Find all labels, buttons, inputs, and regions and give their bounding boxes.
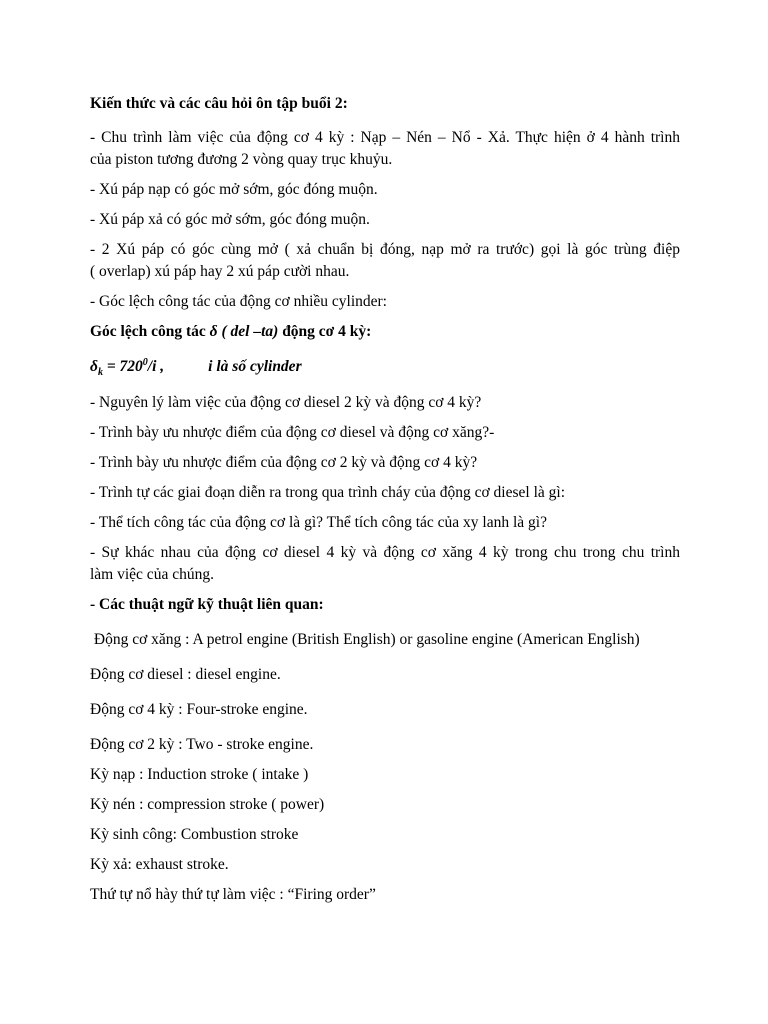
formula-heading-italic: δ ( del –ta)	[209, 323, 279, 340]
question-diff-line-1: - Sự khác nhau của động cơ diesel 4 kỳ và động cơ xăng 4 kỳ trong chu trong chu trình	[90, 544, 680, 561]
term-item: Động cơ diesel : diesel engine.	[90, 666, 281, 683]
term-item: Kỳ nén : compression stroke ( power)	[90, 796, 325, 813]
question-diff-line-2: làm việc của chúng.	[90, 566, 214, 583]
formula-rest: /i ,	[147, 358, 165, 375]
term-item: Kỳ xả: exhaust stroke.	[90, 856, 229, 873]
terms-heading: - Các thuật ngữ kỹ thuật liên quan:	[90, 596, 324, 613]
paragraph-overlap-line-2: ( overlap) xú páp hay 2 xú páp cười nhau.	[90, 263, 350, 280]
paragraph-intake-valve: - Xú páp nạp có góc mở sớm, góc đóng muộn.	[90, 181, 378, 198]
formula-delta: δ	[90, 358, 98, 375]
formula-superscript: 0	[142, 356, 148, 368]
formula-heading-pre: Góc lệch công tác	[90, 323, 210, 340]
paragraph-cycle-line-1: - Chu trình làm việc của động cơ 4 kỳ : Nạp – Nén – Nổ - Xả. Thực hiện ở 4 hành trình	[90, 129, 680, 146]
paragraph-overlap-line-1: - 2 Xú páp có góc cùng mở ( xả chuẩn bị đóng, nạp mở ra trước) gọi là góc trùng điệp	[90, 241, 680, 258]
section-heading: Kiến thức và các câu hỏi ôn tập buổi 2:	[90, 95, 348, 112]
question-item: - Thể tích công tác của động cơ là gì? Thể tích công tác của xy lanh là gì?	[90, 514, 547, 531]
question-item: - Trình tự các giai đoạn diễn ra trong qua trình cháy của động cơ diesel là gì:	[90, 484, 566, 501]
term-item: Kỳ nạp : Induction stroke ( intake )	[90, 766, 309, 783]
formula-subscript: k	[97, 367, 103, 379]
paragraph-exhaust-valve: - Xú páp xả có góc mở sớm, góc đóng muộn.	[90, 211, 370, 228]
term-item: Động cơ 2 kỳ : Two - stroke engine.	[90, 736, 314, 753]
term-item: Động cơ xăng : A petrol engine (British English) or gasoline engine (American English)	[90, 631, 640, 648]
paragraph-multi-cylinder: - Góc lệch công tác của động cơ nhiều cylinder:	[90, 293, 387, 310]
term-item: Kỳ sinh công: Combustion stroke	[90, 826, 299, 843]
question-item: - Trình bày ưu nhược điểm của động cơ diesel và động cơ xăng?-	[90, 424, 495, 441]
term-item: Thứ tự nổ hày thứ tự làm việc : “Firing order”	[90, 886, 376, 903]
question-item: - Nguyên lý làm việc của động cơ diesel 2 kỳ và động cơ 4 kỳ?	[90, 394, 482, 411]
formula-note: i là số cylinder	[208, 358, 302, 375]
paragraph-cycle-line-2: của piston tương đương 2 vòng quay trục khuỷu.	[90, 151, 393, 168]
formula-line	[90, 356, 680, 378]
formula-equals: = 720	[102, 358, 143, 375]
question-item: - Trình bày ưu nhược điểm của động cơ 2 kỳ và động cơ 4 kỳ?	[90, 454, 478, 471]
formula-heading-post: động cơ 4 kỳ:	[278, 323, 372, 340]
term-item: Động cơ 4 kỳ : Four-stroke engine.	[90, 701, 308, 718]
formula-heading	[90, 321, 680, 343]
